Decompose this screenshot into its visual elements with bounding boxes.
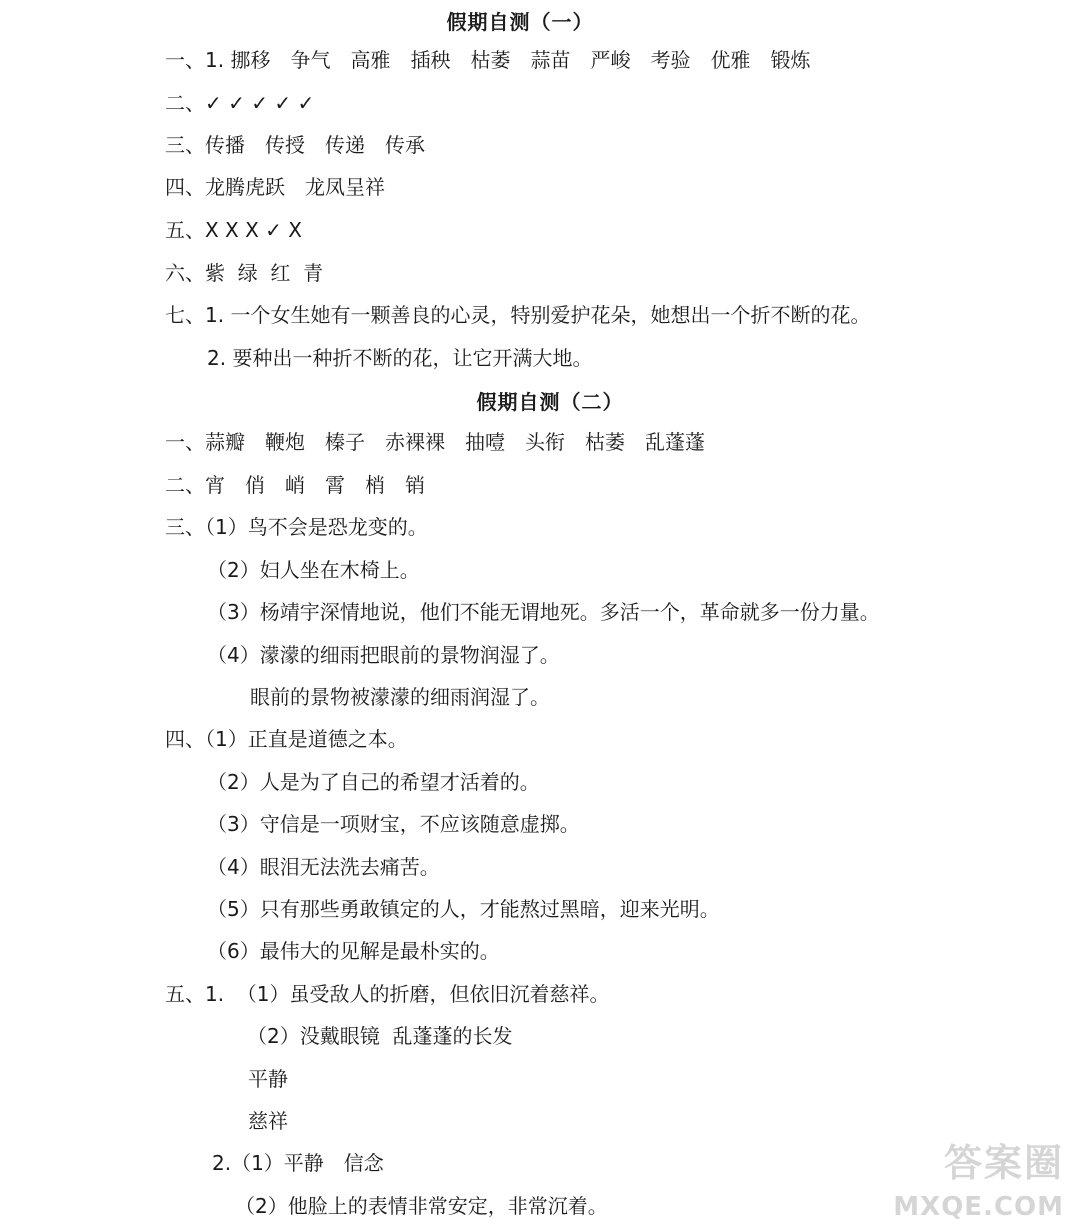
watermark-text-top: 答案圈 <box>943 1141 1064 1185</box>
answer-line: （2）妇人坐在木椅上。 <box>207 558 420 582</box>
answer-line: 二、✓ ✓ ✓ ✓ ✓ <box>165 91 315 115</box>
answer-line: （2）他脸上的表情非常安定，非常沉着。 <box>235 1194 608 1218</box>
answer-line: 2.（1）平静 信念 <box>212 1151 384 1175</box>
answer-line: 四、（1）正直是道德之本。 <box>165 727 408 751</box>
answer-line: 三、（1）鸟不会是恐龙变的。 <box>165 515 428 539</box>
answer-line: （3）守信是一项财宝，不应该随意虚掷。 <box>207 812 580 836</box>
answer-line: 七、1. 一个女生她有一颗善良的心灵，特别爱护花朵，她想出一个折不断的花。 <box>165 303 871 327</box>
watermark-logo <box>882 1132 1072 1222</box>
answer-line: 二、宵 俏 峭 霄 梢 销 <box>165 473 425 497</box>
watermark-text-bottom: MXQE.COM <box>893 1192 1064 1222</box>
answer-line: （3）杨靖宇深情地说，他们不能无谓地死。多活一个，革命就多一份力量。 <box>207 600 880 624</box>
answer-line: （5）只有那些勇敢镇定的人，才能熬过黑暗，迎来光明。 <box>207 897 720 921</box>
answer-line: （2）人是为了自己的希望才活着的。 <box>207 770 540 794</box>
answer-line: 三、传播 传授 传递 传承 <box>165 133 425 157</box>
answer-line: 一、1. 挪移 争气 高雅 插秧 枯萎 蒜苗 严峻 考验 优雅 锻炼 <box>165 48 811 72</box>
section-title-1: 假期自测（一） <box>446 10 594 34</box>
answer-line: 眼前的景物被濛濛的细雨润湿了。 <box>250 685 550 709</box>
answer-line: （4）濛濛的细雨把眼前的景物润湿了。 <box>207 643 560 667</box>
answer-line: 2. 要种出一种折不断的花，让它开满大地。 <box>207 346 593 370</box>
section-title-2: 假期自测（二） <box>476 390 624 414</box>
answer-line: 四、龙腾虎跃 龙凤呈祥 <box>165 175 385 199</box>
answer-line: （4）眼泪无法洗去痛苦。 <box>207 855 440 879</box>
answer-line: 慈祥 <box>248 1109 288 1133</box>
answer-line: （2）没戴眼镜 乱蓬蓬的长发 <box>247 1024 513 1048</box>
answer-line: 一、蒜瓣 鞭炮 榛子 赤裸裸 抽噎 头衔 枯萎 乱蓬蓬 <box>165 430 705 454</box>
answer-line: 六、紫 绿 红 青 <box>165 261 324 285</box>
answer-line: 五、X X X ✓ X <box>165 218 302 242</box>
answer-line: （6）最伟大的见解是最朴实的。 <box>207 939 500 963</box>
answer-line: 平静 <box>248 1067 288 1091</box>
answer-line: 五、1. （1）虽受敌人的折磨，但依旧沉着慈祥。 <box>165 982 610 1006</box>
